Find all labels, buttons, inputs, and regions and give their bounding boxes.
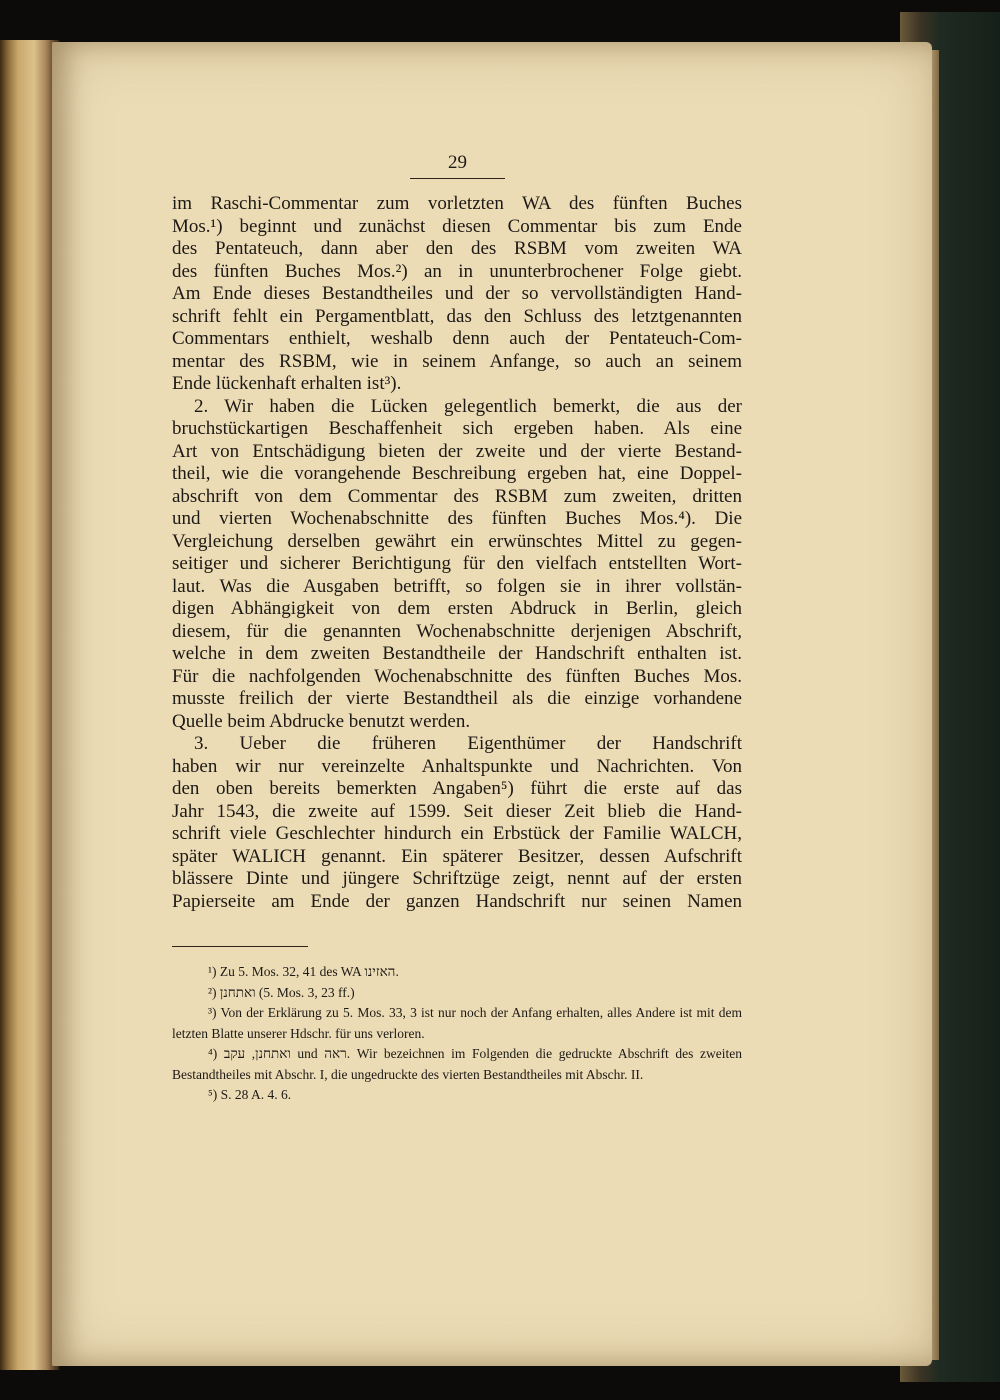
body-line: 2. Wir haben die Lücken gelegentlich bemerkt, die aus der <box>194 395 742 417</box>
body-line: digen Abhängigkeit von dem ersten Abdruck in Berlin, gleich <box>172 598 742 619</box>
footnote: ²) ואתחנן (5. Mos. 3, 23 ff.) <box>208 984 355 1000</box>
body-line: theil, wie die vorangehende Beschreibung ergeben hat, eine Doppel- <box>172 463 742 484</box>
body-line: Ende lückenhaft erhalten ist³). <box>172 373 402 394</box>
body-line: schrift viele Geschlechter hindurch ein Erbstück der Familie WALCH, <box>172 823 742 844</box>
footnote: ⁴) ואתחנן, עקב und ראה. Wir bezeichnen im Folgenden die gedruckte Abschrift des zweiten Bestandtheiles mit Abschr. I, die ungedruckte des vierten Bestandtheiles mit Abschr. II. <box>172 1046 743 1082</box>
footnote: ¹) Zu 5. Mos. 32, 41 des WA האזינו. <box>208 964 399 979</box>
body-line: mentar des RSBM, wie in seinem Anfange, so auch an seinem <box>172 350 742 372</box>
page-number: 29 <box>448 152 467 173</box>
left-page-edge <box>0 40 60 1370</box>
body-line: und vierten Wochenabschnitte des fünften Buches Mos.⁴). Die <box>172 508 742 529</box>
body-line: welche in dem zweiten Bestandtheile der Handschrift enthalten ist. <box>172 643 742 664</box>
body-line: Papierseite am Ende der ganzen Handschrift nur seinen Namen <box>172 890 742 912</box>
body-line: musste freilich der vierte Bestandtheil als die einzige vorhandene <box>172 688 742 709</box>
body-line: 3. Ueber die früheren Eigenthümer der Handschrift <box>194 733 742 754</box>
body-line: den oben bereits bemerkten Angaben⁵) führt die erste auf das <box>172 778 742 799</box>
body-line: Für die nachfolgenden Wochenabschnitte des fünften Buches Mos. <box>172 665 742 687</box>
footnote: ⁵) S. 28 A. 4. 6. <box>208 1087 292 1102</box>
body-line: Vergleichung derselben gewährt ein erwünschtes Mittel zu gegen- <box>172 530 742 552</box>
body-line: bruchstückartigen Beschaffenheit sich ergeben haben. Als eine <box>172 418 742 439</box>
footnote: ³) Von der Erklärung zu 5. Mos. 33, 3 ist nur noch der Anfang erhalten, alles Andere ist mit dem letzten Blatte unserer Hdschr. für uns verloren. <box>172 1005 742 1041</box>
body-line: laut. Was die Ausgaben betrifft, so folgen sie in ihrer vollstän- <box>172 575 742 597</box>
footnotes <box>172 962 742 1106</box>
body-line: später WALICH genannt. Ein späterer Besitzer, dessen Aufschrift <box>172 845 742 867</box>
body-line: Art von Entschädigung bieten der zweite und der vierte Bestand- <box>172 440 742 462</box>
body-line: des Pentateuch, dann aber den des RSBM vom zweiten WA <box>172 238 742 259</box>
body-line: des fünften Buches Mos.²) an in ununterbrochener Folge giebt. <box>172 260 742 282</box>
body-line: Mos.¹) beginnt und zunächst diesen Commentar bis zum Ende <box>172 215 742 237</box>
body-line: diesem, für die genannten Wochenabschnitte derjenigen Abschrift, <box>172 620 742 642</box>
body-line: Jahr 1543, die zweite auf 1599. Seit dieser Zeit blieb die Hand- <box>172 800 742 822</box>
footnote-rule <box>172 946 308 947</box>
body-line: abschrift von dem Commentar des RSBM zum zweiten, dritten <box>172 485 742 507</box>
body-line: haben wir nur vereinzelte Anhaltspunkte und Nachrichten. Von <box>172 755 742 777</box>
body-line: Quelle beim Abdrucke benutzt werden. <box>172 710 471 732</box>
body-line: blässere Dinte und jüngere Schriftzüge zeigt, nennt auf der ersten <box>172 868 742 889</box>
body-line: Commentars enthielt, weshalb denn auch der Pentateuch-Com- <box>172 328 742 349</box>
body-line: im Raschi-Commentar zum vorletzten WA des fünften Buches <box>172 193 742 214</box>
page-number-rule <box>410 178 505 179</box>
body-line: schrift fehlt ein Pergamentblatt, das den Schluss des letztgenannten <box>172 305 742 327</box>
body-line: seitiger und sicherer Berichtigung für den vielfach entstellten Wort- <box>172 553 742 574</box>
body-text <box>172 193 742 913</box>
body-line: Am Ende dieses Bestandtheiles und der so vervollständigten Hand- <box>172 283 742 304</box>
